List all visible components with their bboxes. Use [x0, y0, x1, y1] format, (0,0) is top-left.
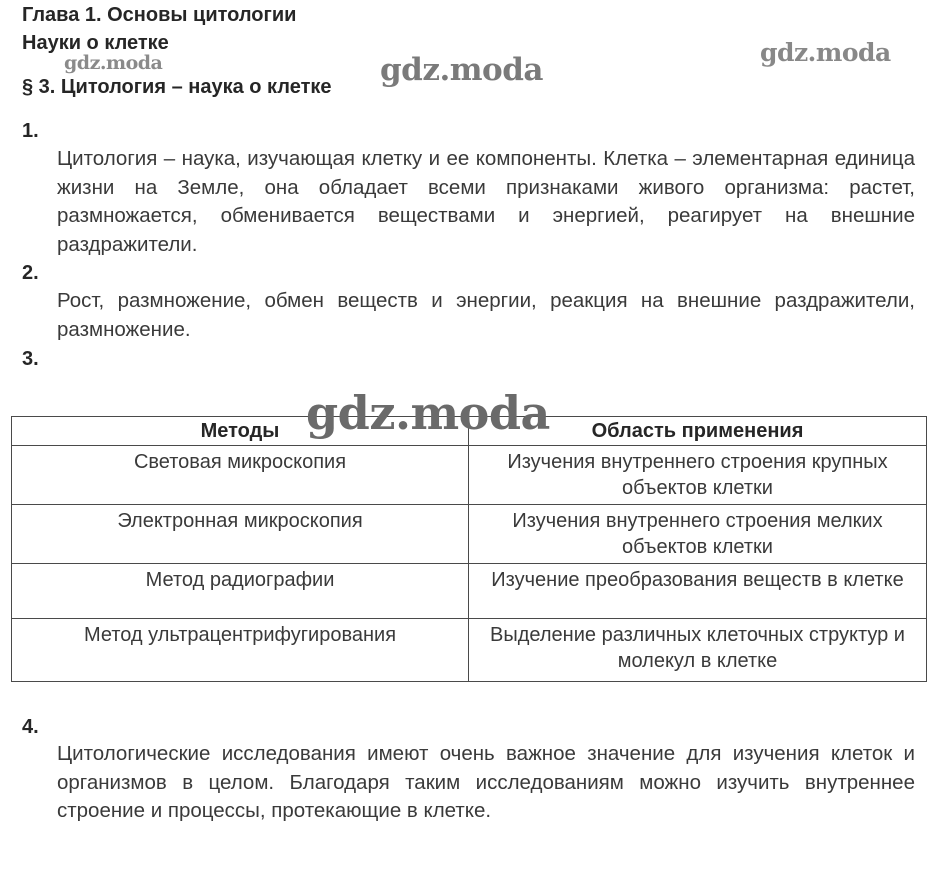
- method-cell: Световая микроскопия: [12, 446, 469, 505]
- column-header-methods: Методы: [12, 417, 469, 446]
- task-number-1: 1.: [22, 120, 39, 142]
- methods-table: [11, 416, 927, 682]
- task-number-2: 2.: [22, 262, 39, 284]
- table-row: [12, 564, 927, 619]
- application-cell: Выделение различных клеточных структур и молекул в клетке: [469, 619, 927, 682]
- method-cell: Метод ультрацентрифугирования: [12, 619, 469, 682]
- watermark-medium: gdz.moda: [380, 52, 543, 88]
- section-title: Науки о клетке: [22, 32, 169, 54]
- task-number-4: 4.: [22, 716, 39, 738]
- application-cell: Изучения внутреннего строения мелких объектов клетки: [469, 505, 927, 564]
- task-answer-1: Цитология – наука, изучающая клетку и ее компоненты. Клетка – элементарная единица жизни на Земле, она обладает всеми признаками живого организма: растет, размножается, обменивается веществами и энергией, реагирует на внешние раздражители.: [57, 147, 915, 256]
- watermark-top-right: gdz.moda: [760, 38, 891, 67]
- chapter-title: Глава 1. Основы цитологии: [22, 4, 297, 26]
- method-cell: Метод радиографии: [12, 564, 469, 619]
- method-cell: Электронная микроскопия: [12, 505, 469, 564]
- application-cell: Изучения внутреннего строения крупных объектов клетки: [469, 446, 927, 505]
- task-number-3: 3.: [22, 348, 39, 370]
- task-answer-2: Рост, размножение, обмен веществ и энергии, реакция на внешние раздражители, размножение.: [57, 289, 915, 341]
- watermark-small: gdz.moda: [64, 52, 163, 74]
- table-row: [12, 619, 927, 682]
- paragraph-title: § 3. Цитология – наука о клетке: [22, 76, 332, 98]
- watermark-large: gdz.moda: [306, 386, 550, 440]
- column-header-application: Область применения: [469, 417, 927, 446]
- application-cell: Изучение преобразования веществ в клетке: [469, 564, 927, 619]
- table-row: [12, 446, 927, 505]
- table-row: [12, 505, 927, 564]
- task-answer-4: Цитологические исследования имеют очень важное значение для изучения клеток и организмов в целом. Благодаря таким исследованиям можно изучить внутреннее строение и процессы, протекающие в клетке.: [57, 742, 915, 822]
